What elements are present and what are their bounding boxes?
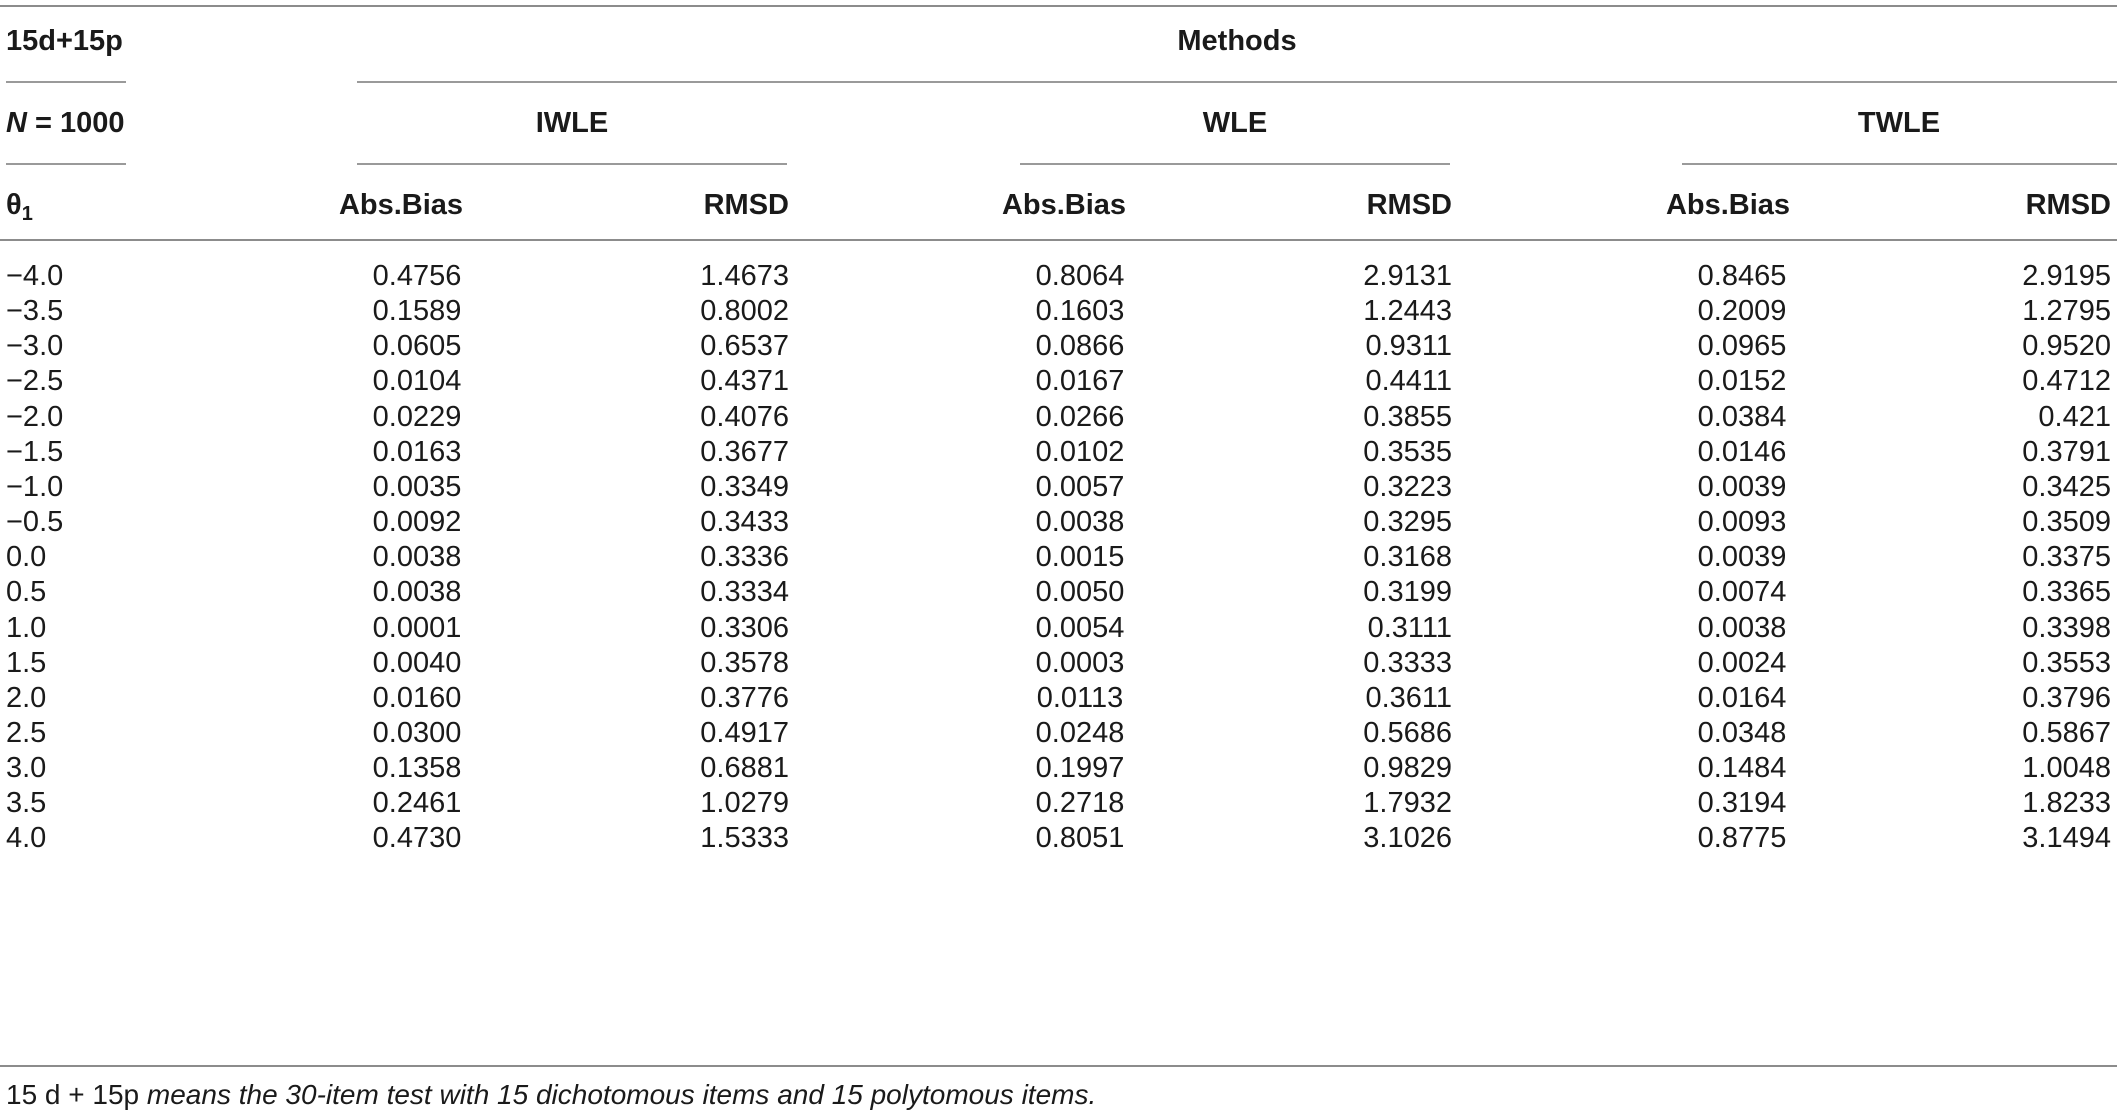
cell-wle-rmsd: 0.3295 [1363, 506, 1452, 538]
iwle-group-rule [357, 163, 787, 165]
cell-wle-abs-bias: 0.0038 [1035, 506, 1125, 538]
cell-twle-abs-bias: 0.0074 [1697, 576, 1787, 608]
cell-iwle-rmsd: 0.3578 [700, 647, 789, 679]
cell-iwle-abs-bias: 0.0605 [372, 330, 462, 362]
sample-size-value: = 1000 [26, 107, 125, 139]
cell-twle-abs-bias: 0.8775 [1697, 822, 1787, 854]
cell-twle-abs-bias: 0.8465 [1697, 260, 1787, 292]
cell-wle-rmsd: 0.3199 [1363, 576, 1452, 608]
cell-wle-rmsd: 0.3611 [1365, 682, 1452, 714]
cell-twle-abs-bias: 0.0024 [1697, 647, 1787, 679]
cell-wle-rmsd: 0.3168 [1363, 541, 1452, 573]
cell-twle-rmsd: 1.0048 [2022, 752, 2111, 784]
cell-wle-abs-bias: 0.1997 [1035, 752, 1125, 784]
cell-iwle-rmsd: 1.4673 [700, 260, 789, 292]
cell-iwle-rmsd: 0.3433 [700, 506, 789, 538]
twle-group-rule [1682, 163, 2117, 165]
cell-twle-abs-bias: 0.0152 [1697, 365, 1787, 397]
cell-iwle-rmsd: 0.3677 [700, 436, 789, 468]
cell-wle-abs-bias: 0.0113 [1036, 682, 1124, 714]
cell-wle-abs-bias: 0.0054 [1035, 612, 1125, 644]
cell-twle-rmsd: 0.3509 [2022, 506, 2111, 538]
theta-value: 0.5 [6, 576, 47, 608]
cell-wle-rmsd: 0.4411 [1365, 365, 1452, 397]
cell-wle-abs-bias: 0.0015 [1035, 541, 1125, 573]
cell-wle-rmsd: 0.3535 [1363, 436, 1452, 468]
cell-twle-rmsd: 1.2795 [2022, 295, 2111, 327]
theta-value: 2.5 [6, 717, 47, 749]
theta-value: 0.0 [6, 541, 47, 573]
theta-value: −2.0 [6, 401, 64, 433]
cell-wle-rmsd: 3.1026 [1363, 822, 1452, 854]
theta-value: −1.5 [6, 436, 64, 468]
cell-iwle-rmsd: 0.3306 [700, 612, 789, 644]
cell-iwle-abs-bias: 0.0035 [372, 471, 462, 503]
cell-twle-rmsd: 0.5867 [2022, 717, 2111, 749]
cell-wle-abs-bias: 0.8051 [1035, 822, 1125, 854]
cell-iwle-abs-bias: 0.0300 [372, 717, 462, 749]
cell-iwle-abs-bias: 0.0104 [372, 365, 462, 397]
cell-wle-abs-bias: 0.0057 [1035, 471, 1125, 503]
cell-twle-abs-bias: 0.0093 [1697, 506, 1787, 538]
col-header-twle-abs-bias: Abs.Bias [1665, 189, 1791, 221]
cell-twle-rmsd: 0.4712 [2022, 365, 2111, 397]
cell-twle-abs-bias: 0.3194 [1697, 787, 1787, 819]
theta-value: 1.5 [6, 647, 47, 679]
cell-twle-rmsd: 0.9520 [2022, 330, 2111, 362]
cell-twle-rmsd: 0.3375 [2022, 541, 2111, 573]
cell-iwle-abs-bias: 0.4756 [372, 260, 462, 292]
cell-wle-abs-bias: 0.0003 [1035, 647, 1125, 679]
cell-twle-abs-bias: 0.0038 [1697, 612, 1787, 644]
cell-wle-abs-bias: 0.0266 [1035, 401, 1125, 433]
cell-wle-abs-bias: 0.0102 [1035, 436, 1125, 468]
theta-value: 3.0 [6, 752, 47, 784]
cell-iwle-rmsd: 0.4371 [700, 365, 789, 397]
cell-wle-abs-bias: 0.8064 [1035, 260, 1125, 292]
corner-rule-1 [6, 81, 126, 83]
cell-wle-rmsd: 0.3855 [1363, 401, 1452, 433]
cell-iwle-abs-bias: 0.0001 [372, 612, 462, 644]
cell-iwle-rmsd: 0.3334 [700, 576, 789, 608]
cell-wle-rmsd: 0.3223 [1363, 471, 1452, 503]
cell-iwle-rmsd: 0.6537 [700, 330, 789, 362]
cell-twle-rmsd: 0.3425 [2022, 471, 2111, 503]
cell-wle-abs-bias: 0.1603 [1035, 295, 1125, 327]
theta-subscript: 1 [21, 203, 33, 225]
cell-wle-abs-bias: 0.0050 [1035, 576, 1125, 608]
cell-iwle-rmsd: 1.5333 [700, 822, 789, 854]
cell-iwle-abs-bias: 0.1589 [372, 295, 462, 327]
cell-twle-abs-bias: 0.0146 [1697, 436, 1787, 468]
cell-iwle-abs-bias: 0.1358 [372, 752, 462, 784]
col-header-wle-rmsd: RMSD [1366, 189, 1452, 221]
theta-value: −1.0 [6, 471, 64, 503]
col-header-wle-abs-bias: Abs.Bias [1001, 189, 1127, 221]
cell-iwle-abs-bias: 0.4730 [372, 822, 462, 854]
cell-iwle-rmsd: 0.3349 [700, 471, 789, 503]
theta-value: 2.0 [6, 682, 47, 714]
cell-twle-rmsd: 0.3791 [2022, 436, 2111, 468]
footnote-lead: 15 d + 15p [6, 1079, 140, 1110]
footnote-text: means the 30-item test with 15 dichotomous items and 15 polytomous items. [139, 1079, 1097, 1110]
cell-twle-abs-bias: 0.2009 [1697, 295, 1787, 327]
col-header-iwle-abs-bias: Abs.Bias [338, 189, 464, 221]
cell-iwle-abs-bias: 0.0160 [372, 682, 462, 714]
cell-twle-rmsd: 1.8233 [2022, 787, 2111, 819]
cell-twle-abs-bias: 0.0965 [1697, 330, 1787, 362]
cell-iwle-rmsd: 0.3776 [700, 682, 789, 714]
cell-twle-rmsd: 0.3796 [2022, 682, 2111, 714]
cell-iwle-abs-bias: 0.0040 [372, 647, 462, 679]
theta-value: −3.0 [6, 330, 64, 362]
table-top-rule [0, 5, 2117, 7]
col-header-iwle-rmsd: RMSD [703, 189, 789, 221]
corner-sample-size [6, 106, 125, 140]
cell-twle-rmsd: 2.9195 [2022, 260, 2111, 292]
cell-twle-abs-bias: 0.0039 [1697, 471, 1787, 503]
cell-twle-rmsd: 0.3365 [2022, 576, 2111, 608]
cell-twle-abs-bias: 0.0348 [1697, 717, 1787, 749]
cell-wle-abs-bias: 0.0167 [1035, 365, 1125, 397]
methods-header: Methods [1177, 25, 1297, 57]
cell-iwle-rmsd: 0.4076 [700, 401, 789, 433]
cell-wle-rmsd: 1.2443 [1363, 295, 1452, 327]
corner-rule-2 [6, 163, 126, 165]
wle-group-rule [1020, 163, 1450, 165]
col-header-twle-rmsd: RMSD [2025, 189, 2111, 221]
cell-wle-rmsd: 0.9829 [1363, 752, 1452, 784]
theta-value: 4.0 [6, 822, 47, 854]
cell-wle-abs-bias: 0.0248 [1035, 717, 1125, 749]
cell-wle-rmsd: 0.3111 [1367, 612, 1452, 644]
cell-iwle-abs-bias: 0.2461 [372, 787, 462, 819]
cell-wle-rmsd: 0.5686 [1363, 717, 1452, 749]
cell-iwle-abs-bias: 0.0229 [372, 401, 462, 433]
theta-value: −0.5 [6, 506, 64, 538]
cell-twle-abs-bias: 0.0384 [1697, 401, 1787, 433]
corner-design-label: 15d+15p [6, 25, 123, 57]
cell-wle-abs-bias: 0.0866 [1035, 330, 1125, 362]
theta-value: −2.5 [6, 365, 64, 397]
cell-iwle-rmsd: 0.6881 [700, 752, 789, 784]
cell-wle-rmsd: 0.3333 [1363, 647, 1452, 679]
cell-twle-rmsd: 0.421 [2038, 401, 2111, 433]
table-bottom-rule [0, 1065, 2117, 1067]
theta-symbol: θ [6, 189, 22, 221]
cell-twle-rmsd: 0.3553 [2022, 647, 2111, 679]
cell-iwle-abs-bias: 0.0038 [372, 576, 462, 608]
table-footnote [6, 1078, 1096, 1112]
cell-twle-abs-bias: 0.0164 [1697, 682, 1787, 714]
cell-wle-rmsd: 0.9311 [1365, 330, 1452, 362]
header-bottom-rule [0, 239, 2117, 241]
corner-theta-label [6, 188, 33, 231]
cell-twle-abs-bias: 0.1484 [1697, 752, 1787, 784]
cell-iwle-abs-bias: 0.0092 [372, 506, 462, 538]
sample-size-symbol: N [6, 107, 27, 139]
group-header-iwle: IWLE [535, 107, 609, 139]
theta-value: 1.0 [6, 612, 47, 644]
cell-twle-rmsd: 3.1494 [2022, 822, 2111, 854]
cell-iwle-rmsd: 0.3336 [700, 541, 789, 573]
cell-iwle-rmsd: 0.4917 [700, 717, 789, 749]
cell-wle-rmsd: 1.7932 [1363, 787, 1452, 819]
cell-iwle-abs-bias: 0.0163 [372, 436, 462, 468]
cell-wle-rmsd: 2.9131 [1363, 260, 1452, 292]
methods-rule [357, 81, 2117, 83]
cell-wle-abs-bias: 0.2718 [1035, 787, 1125, 819]
cell-twle-rmsd: 0.3398 [2022, 612, 2111, 644]
theta-value: −4.0 [6, 260, 64, 292]
theta-value: −3.5 [6, 295, 64, 327]
group-header-wle: WLE [1202, 107, 1268, 139]
group-header-twle: TWLE [1857, 107, 1941, 139]
cell-twle-abs-bias: 0.0039 [1697, 541, 1787, 573]
cell-iwle-abs-bias: 0.0038 [372, 541, 462, 573]
cell-iwle-rmsd: 1.0279 [700, 787, 789, 819]
cell-iwle-rmsd: 0.8002 [700, 295, 789, 327]
theta-value: 3.5 [6, 787, 47, 819]
